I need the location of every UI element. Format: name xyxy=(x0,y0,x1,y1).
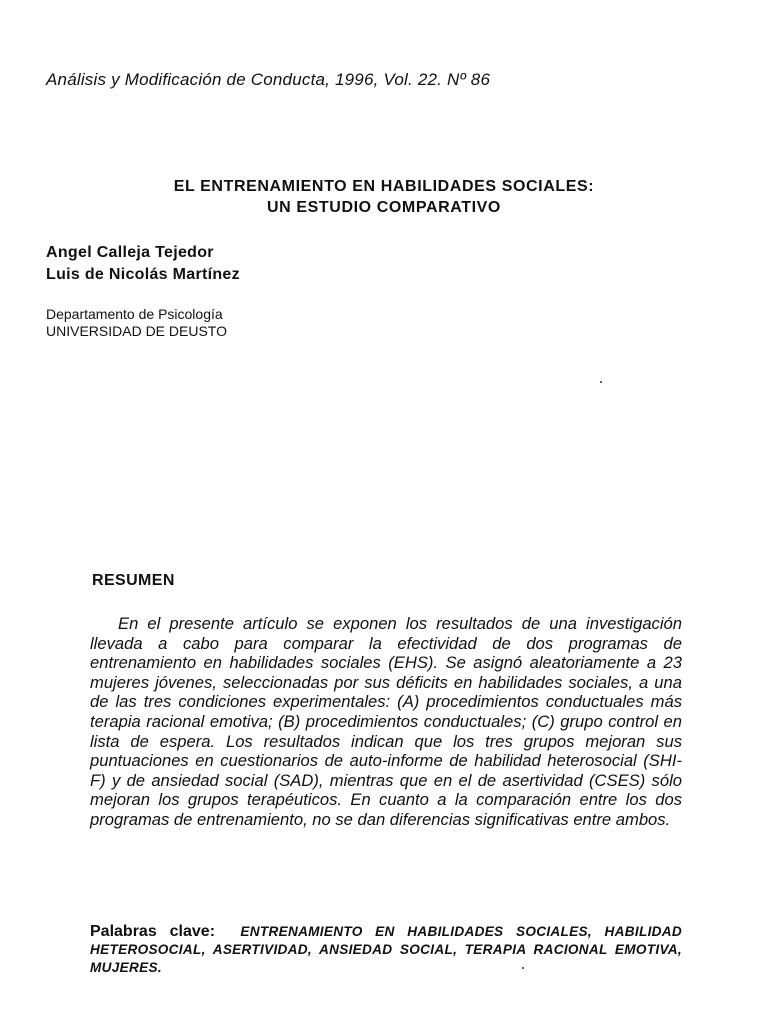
affiliation-university: UNIVERSIDAD DE DEUSTO xyxy=(46,323,227,339)
keywords-label: Palabras clave: xyxy=(90,923,216,940)
abstract-heading: RESUMEN xyxy=(92,572,175,589)
keywords-text: ENTRENAMIENTO EN HABILIDADES SOCIALES, HABILIDAD HETEROSOCIAL, ASERTIVIDAD, ANSIEDAD SOCIAL, TERAPIA RACIONAL EMOTIVA, MUJERES. xyxy=(90,924,682,975)
author-2: Luis de Nicolás Martínez xyxy=(46,266,240,283)
scan-speck xyxy=(522,967,524,969)
journal-header: Análisis y Modificación de Conducta, 1996, Vol. 22. Nº 86 xyxy=(46,70,491,89)
affiliation-department: Departamento de Psicología xyxy=(46,306,223,322)
article-title xyxy=(0,176,768,218)
scan-speck xyxy=(600,381,602,383)
keywords-block xyxy=(90,923,682,977)
affiliation xyxy=(46,306,227,340)
abstract-body: En el presente artículo se exponen los resultados de una investigación llevada a cabo para comparar la efectividad de dos programas de entrenamiento en habilidades sociales (EHS). Se asignó aleatoriamente a 23 mujeres jóvenes, seleccionadas por sus déficits en habilidades sociales, a una de las tres condiciones experimentales: (A) procedimientos conductuales más terapia racional emotiva; (B) procedimientos conductuales; (C) grupo control en lista de espera. Los resultados indican que los tres grupos mejoran sus puntuaciones en cuestionarios de auto-informe de habilidad heterosocial (SHI-F) y de ansiedad social (SAD), mientras que en el de asertividad (CSES) sólo mejoran los grupos terapéuticos. En cuanto a la comparación entre los dos programas de entrenamiento, no se dan diferencias significativas entre ambos. xyxy=(90,614,682,829)
author-list xyxy=(46,242,240,286)
title-line-2: UN ESTUDIO COMPARATIVO xyxy=(267,199,501,216)
author-1: Angel Calleja Tejedor xyxy=(46,244,214,261)
title-line-1: EL ENTRENAMIENTO EN HABILIDADES SOCIALES: xyxy=(173,178,595,195)
